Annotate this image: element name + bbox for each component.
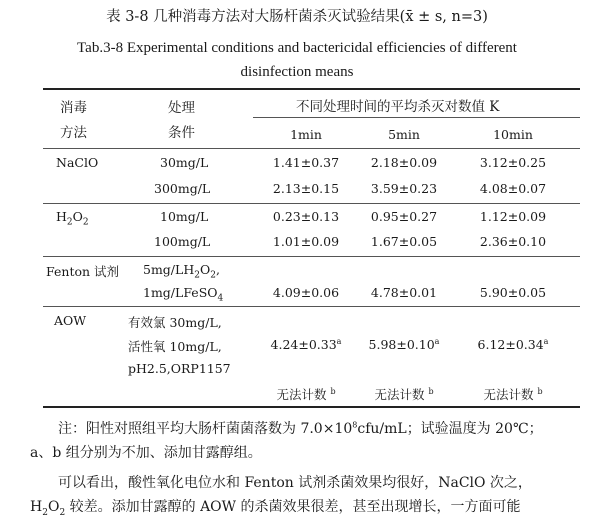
- row-value-5min: 4.78±0.01: [370, 285, 438, 300]
- table-divider-1: [43, 203, 580, 204]
- row-value-1min: 4.24±0.33$^a$: [270, 337, 342, 353]
- header-method-line2: 方法: [60, 125, 87, 141]
- row-value-5min: 无法计数 $^b$: [374, 386, 434, 402]
- row-value-1min: 4.09±0.06: [272, 285, 340, 300]
- table-note-line1: 注：阳性对照组平均大肠杆菌菌落数为 $7.0\times 10^8cfu/mL$；试验温度为 20℃；: [58, 420, 543, 437]
- row-cond-line1: $5mg/LH_2O_2$,: [143, 262, 220, 281]
- body-text-line2: $H_2O_2$ 较差。添加甘露醇的 AOW 的杀菌效果很差，甚至出现增长，一方面可能: [30, 499, 521, 518]
- row-method-aow: AOW: [54, 313, 87, 328]
- table-caption-en-line1: Tab.3-8 Experimental conditions and bactericidal efficiencies of different: [77, 40, 517, 56]
- header-method-line1: 消毒: [60, 100, 87, 116]
- row-value-10min: 6.12±0.34$^a$: [477, 337, 549, 353]
- row-value-10min: 4.08±0.07: [479, 181, 547, 196]
- row-value-10min: 无法计数 $^b$: [483, 386, 543, 402]
- table-header-rule: [43, 148, 580, 149]
- row-value-10min: 2.36±0.10: [479, 234, 547, 249]
- header-time-1min: 1min: [290, 127, 322, 142]
- row-value-1min: 0.23±0.13: [272, 209, 340, 224]
- table-bottom-rule: [43, 406, 580, 408]
- body-text-line1: 可以看出，酸性氧化电位水和 Fenton 试剂杀菌效果均很好，NaClO 次之，: [58, 475, 532, 491]
- header-cond-line2: 条件: [168, 125, 195, 141]
- row-cond: 10mg/L: [160, 209, 209, 224]
- row-value-10min: 3.12±0.25: [479, 155, 547, 170]
- row-value-5min: 0.95±0.27: [370, 209, 438, 224]
- header-cond-line1: 处理: [168, 100, 195, 116]
- row-method-naclo: NaClO: [56, 155, 99, 170]
- row-method-h2o2: $H_2O_2$: [56, 209, 89, 228]
- row-cond-line3: pH2.5,ORP1157: [128, 361, 231, 376]
- table-caption-cn: 表 3-8 几种消毒方法对大肠杆菌杀灭试验结果(x̄ ± s, n=3): [106, 9, 488, 25]
- table-top-rule: [43, 88, 580, 90]
- row-value-5min: 5.98±0.10$^a$: [368, 337, 440, 353]
- row-value-1min: 1.01±0.09: [272, 234, 340, 249]
- row-cond-line1: 有效氯 30mg/L,: [128, 315, 222, 330]
- row-value-10min: 1.12±0.09: [479, 209, 547, 224]
- table-note-line2: a、b 组分别为不加、添加甘露醇组。: [30, 445, 262, 461]
- table-divider-2: [43, 256, 580, 257]
- row-value-5min: 2.18±0.09: [370, 155, 438, 170]
- header-time-5min: 5min: [388, 127, 420, 142]
- row-method-fenton: Fenton 试剂: [46, 264, 120, 279]
- row-value-5min: 3.59±0.23: [370, 181, 438, 196]
- row-value-1min: 无法计数 $^b$: [276, 386, 336, 402]
- row-value-10min: 5.90±0.05: [479, 285, 547, 300]
- row-value-5min: 1.67±0.05: [370, 234, 438, 249]
- row-cond: 30mg/L: [160, 155, 209, 170]
- header-time-10min: 10min: [493, 127, 533, 142]
- row-cond: 100mg/L: [154, 234, 211, 249]
- table-caption-en-line2: disinfection means: [240, 64, 354, 80]
- row-value-1min: 1.41±0.37: [272, 155, 340, 170]
- row-cond: 300mg/L: [154, 181, 211, 196]
- table-divider-3: [43, 306, 580, 307]
- table-header-subrule: [253, 117, 580, 118]
- row-value-1min: 2.13±0.15: [272, 181, 340, 196]
- header-span-title: 不同处理时间的平均杀灭对数值 K: [296, 99, 500, 115]
- row-cond-line2: 活性氧 10mg/L,: [128, 339, 222, 354]
- row-cond-line2: 1mg/LFeSO$_4$: [143, 285, 224, 304]
